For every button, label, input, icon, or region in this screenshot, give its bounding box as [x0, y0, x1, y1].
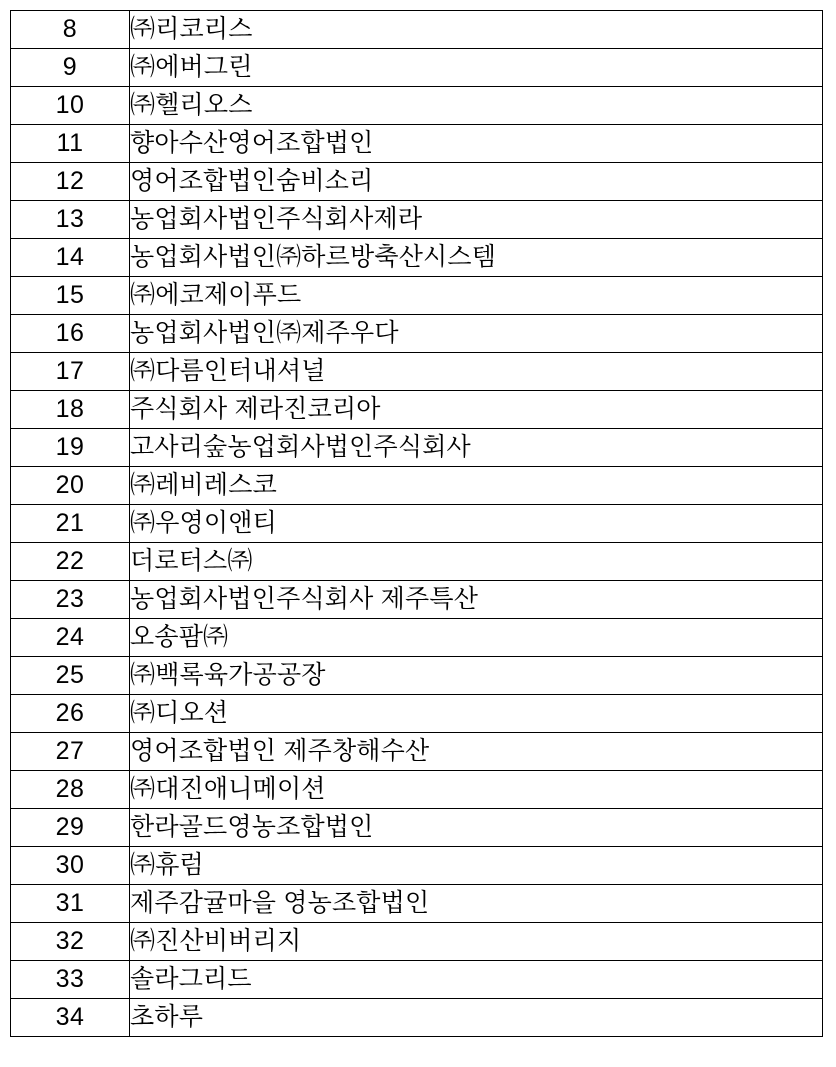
row-number-cell: 8: [11, 11, 130, 49]
table-row: [11, 809, 823, 847]
table-row: [11, 353, 823, 391]
row-number-cell: 34: [11, 999, 130, 1037]
row-number-cell: 9: [11, 49, 130, 87]
row-number-cell: 14: [11, 239, 130, 277]
company-name-cell: ㈜레비레스코: [130, 467, 823, 505]
row-number-cell: 30: [11, 847, 130, 885]
table-row: [11, 49, 823, 87]
company-name-cell: 농업회사법인주식회사제라: [130, 201, 823, 239]
company-name-cell: ㈜리코리스: [130, 11, 823, 49]
company-name-cell: 농업회사법인㈜하르방축산시스템: [130, 239, 823, 277]
company-name-cell: 농업회사법인㈜제주우다: [130, 315, 823, 353]
table-row: [11, 391, 823, 429]
table-row: [11, 581, 823, 619]
table-row: [11, 505, 823, 543]
row-number-cell: 25: [11, 657, 130, 695]
row-number-cell: 21: [11, 505, 130, 543]
company-name-cell: 오송팜㈜: [130, 619, 823, 657]
row-number-cell: 19: [11, 429, 130, 467]
row-number-cell: 32: [11, 923, 130, 961]
row-number-cell: 18: [11, 391, 130, 429]
company-name-cell: ㈜디오션: [130, 695, 823, 733]
table-row: [11, 11, 823, 49]
row-number-cell: 28: [11, 771, 130, 809]
company-name-cell: ㈜에코제이푸드: [130, 277, 823, 315]
company-name-cell: ㈜에버그린: [130, 49, 823, 87]
table-row: [11, 239, 823, 277]
company-name-cell: 고사리숲농업회사법인주식회사: [130, 429, 823, 467]
company-name-cell: 한라골드영농조합법인: [130, 809, 823, 847]
table-row: [11, 999, 823, 1037]
row-number-cell: 17: [11, 353, 130, 391]
company-name-cell: 더로터스㈜: [130, 543, 823, 581]
company-name-cell: ㈜우영이앤티: [130, 505, 823, 543]
table-row: [11, 695, 823, 733]
row-number-cell: 10: [11, 87, 130, 125]
row-number-cell: 16: [11, 315, 130, 353]
table-body: [11, 11, 823, 1037]
row-number-cell: 23: [11, 581, 130, 619]
table-row: [11, 315, 823, 353]
company-name-cell: 초하루: [130, 999, 823, 1037]
row-number-cell: 24: [11, 619, 130, 657]
table-row: [11, 543, 823, 581]
table-row: [11, 87, 823, 125]
table-row: [11, 885, 823, 923]
row-number-cell: 22: [11, 543, 130, 581]
company-name-cell: 영어조합법인숨비소리: [130, 163, 823, 201]
company-name-cell: 향아수산영어조합법인: [130, 125, 823, 163]
company-name-cell: 주식회사 제라진코리아: [130, 391, 823, 429]
company-name-cell: 솔라그리드: [130, 961, 823, 999]
row-number-cell: 33: [11, 961, 130, 999]
company-name-cell: 제주감귤마을 영농조합법인: [130, 885, 823, 923]
row-number-cell: 15: [11, 277, 130, 315]
company-name-cell: ㈜백록육가공공장: [130, 657, 823, 695]
table-row: [11, 163, 823, 201]
table-row: [11, 847, 823, 885]
row-number-cell: 27: [11, 733, 130, 771]
company-name-cell: ㈜진산비버리지: [130, 923, 823, 961]
row-number-cell: 29: [11, 809, 130, 847]
company-name-cell: ㈜다름인터내셔널: [130, 353, 823, 391]
row-number-cell: 26: [11, 695, 130, 733]
company-name-cell: ㈜헬리오스: [130, 87, 823, 125]
table-row: [11, 733, 823, 771]
company-list-table: [10, 10, 823, 1037]
table-row: [11, 277, 823, 315]
company-name-cell: 영어조합법인 제주창해수산: [130, 733, 823, 771]
table-row: [11, 467, 823, 505]
table-row: [11, 429, 823, 467]
company-name-cell: ㈜휴럼: [130, 847, 823, 885]
table-row: [11, 961, 823, 999]
row-number-cell: 20: [11, 467, 130, 505]
row-number-cell: 11: [11, 125, 130, 163]
table-row: [11, 923, 823, 961]
company-name-cell: 농업회사법인주식회사 제주특산: [130, 581, 823, 619]
table-row: [11, 619, 823, 657]
row-number-cell: 13: [11, 201, 130, 239]
table-row: [11, 657, 823, 695]
table-row: [11, 125, 823, 163]
row-number-cell: 31: [11, 885, 130, 923]
table-row: [11, 771, 823, 809]
row-number-cell: 12: [11, 163, 130, 201]
table-row: [11, 201, 823, 239]
company-name-cell: ㈜대진애니메이션: [130, 771, 823, 809]
